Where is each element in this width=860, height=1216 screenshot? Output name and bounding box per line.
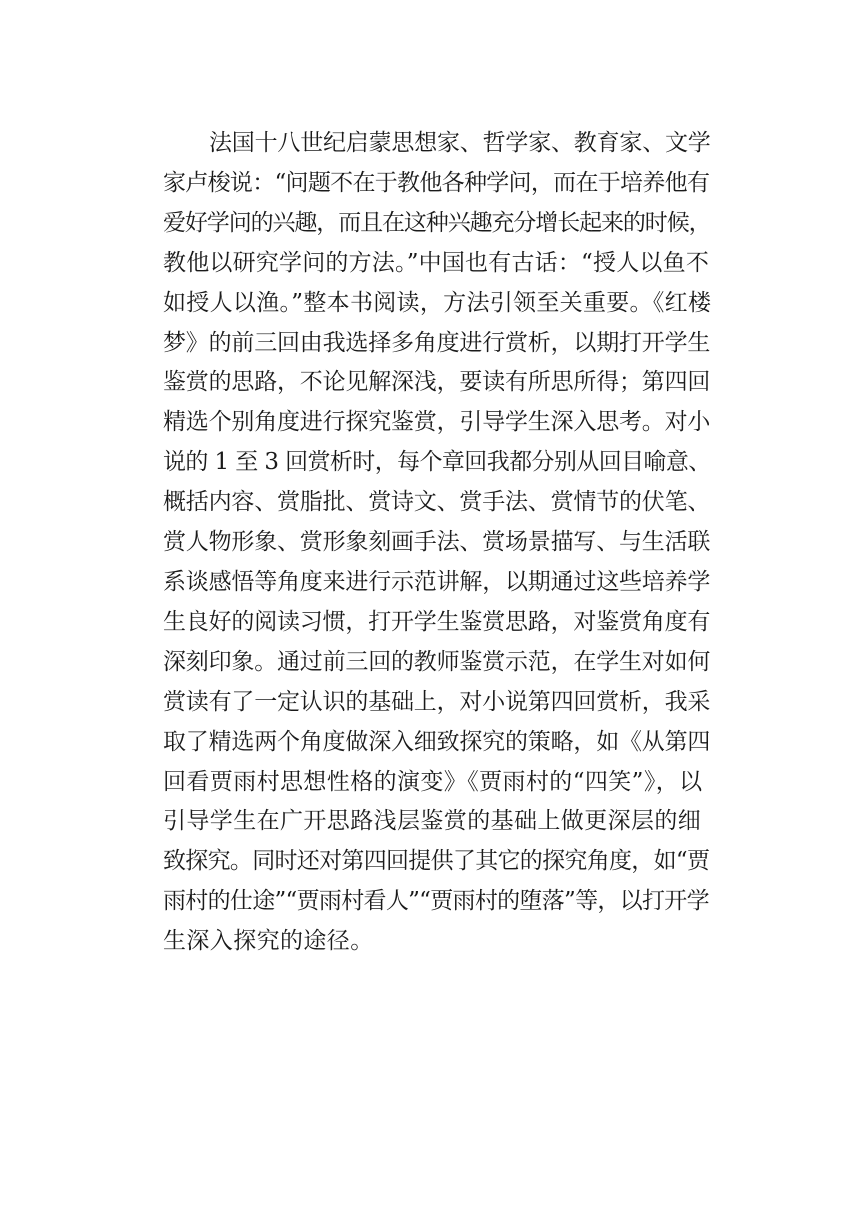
paragraph-line: 精选个别角度进行探究鉴赏，引导学生深入思考。对小 <box>163 409 711 436</box>
paragraph-line: 教他以研究学问的方法。”中国也有古话：“授人以鱼不 <box>163 249 710 276</box>
paragraph-line: 家卢梭说：“问题不在于教他各种学问，而在于培养他有 <box>163 169 710 196</box>
paragraph-line: 如授人以渔。”整本书阅读，方法引领至关重要。《红楼 <box>163 289 712 316</box>
paragraph-line: 概括内容、赏脂批、赏诗文、赏手法、赏情节的伏笔、 <box>163 489 711 516</box>
paragraph-line: 系谈感悟等角度来进行示范讲解，以期通过这些培养学 <box>163 568 711 595</box>
body-paragraph <box>163 124 711 962</box>
paragraph-line: 鉴赏的思路，不论见解深浅，要读有所思所得；第四回 <box>163 369 711 396</box>
paragraph-line: 生深入探究的途径。 <box>163 928 374 955</box>
paragraph-line: 赏读有了一定认识的基础上，对小说第四回赏析，我采 <box>163 688 711 715</box>
paragraph-line: 深刻印象。通过前三回的教师鉴赏示范，在学生对如何 <box>163 648 711 675</box>
paragraph-line: 取了精选两个角度做深入细致探究的策略，如《从第四 <box>163 728 711 755</box>
paragraph-line: 梦》的前三回由我选择多角度进行赏析，以期打开学生 <box>163 329 711 356</box>
paragraph-line: 生良好的阅读习惯，打开学生鉴赏思路，对鉴赏角度有 <box>163 608 711 635</box>
paragraph-line: 爱好学问的兴趣，而且在这种兴趣充分增长起来的时候， <box>163 209 711 236</box>
paragraph-line: 说的 1 至 3 回赏析时，每个章回我都分别从回目喻意、 <box>163 449 711 476</box>
paragraph-line: 致探究。同时还对第四回提供了其它的探究角度，如“贾 <box>163 848 710 875</box>
paragraph-line: 赏人物形象、赏形象刻画手法、赏场景描写、与生活联 <box>163 529 711 556</box>
paragraph-line: 法国十八世纪启蒙思想家、哲学家、教育家、文学 <box>209 130 711 156</box>
paragraph-line: 雨村的仕途”“贾雨村看人”“贾雨村的堕落”等，以打开学 <box>163 888 709 915</box>
paragraph-line: 回看贾雨村思想性格的演变》《贾雨村的“四笑”》，以 <box>163 768 703 795</box>
paragraph-line: 引导学生在广开思路浅层鉴赏的基础上做更深层的细 <box>163 808 702 835</box>
